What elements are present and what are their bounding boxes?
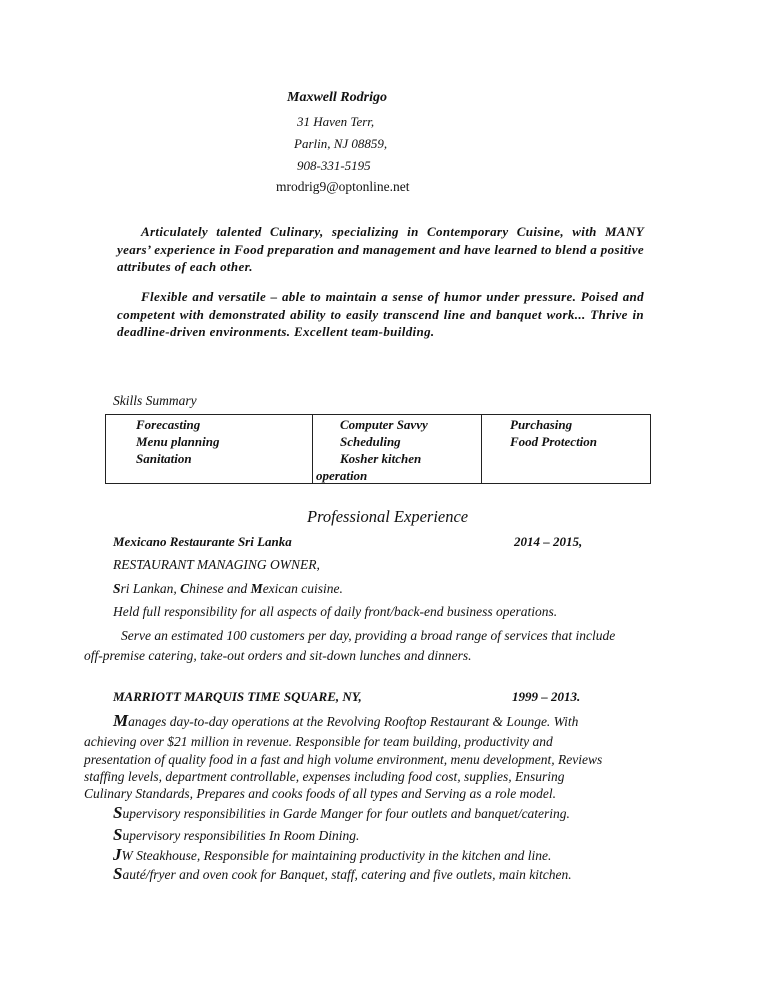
job1-title: RESTAURANT MANAGING OWNER, xyxy=(113,557,320,572)
skill-item: Purchasing xyxy=(510,417,573,432)
cuisine-initial: M xyxy=(250,581,263,596)
cuisine-initial: C xyxy=(180,581,190,596)
job1-employer: Mexicano Restaurante Sri Lanka xyxy=(113,534,292,549)
cuisine-text: ri Lankan, xyxy=(120,581,181,596)
job2-bullet xyxy=(113,803,570,823)
contact-name: Maxwell Rodrigo xyxy=(287,90,387,105)
summary-section xyxy=(117,223,644,276)
summary-section-2 xyxy=(117,288,644,341)
skill-item: Food Protection xyxy=(510,434,598,449)
job2-para-text: anages day-to-day operations at the Revolving Rooftop Restaurant & Lounge. With xyxy=(128,714,579,729)
skill-item: Sanitation xyxy=(136,451,192,466)
job2-para-line-5: Culinary Standards, Prepares and cooks foods of all types and Serving as a role model. xyxy=(84,786,556,801)
job1-line-1: Held full responsibility for all aspects of daily front/back-end business operations. xyxy=(113,604,558,619)
summary-paragraph-1: Articulately talented Culinary, specializing in Contemporary Cuisine, with MANY years’ experience in Food preparation and management and have learned to blend a positive attributes of each other. xyxy=(117,224,644,274)
job1-dates: 2014 – 2015, xyxy=(514,534,583,549)
bullet-text: upervisory responsibilities In Room Dining. xyxy=(122,828,360,843)
bullet-text: upervisory responsibilities in Garde Manger for four outlets and banquet/catering. xyxy=(122,806,570,821)
contact-email[interactable]: mrodrig9@optonline.net xyxy=(276,179,410,194)
bullet-initial: S xyxy=(113,825,123,844)
bullet-text: auté/fryer and oven cook for Banquet, staff, catering and five outlets, main kitchen. xyxy=(122,867,572,882)
summary-paragraph-2: Flexible and versatile – able to maintain a sense of humor under pressure. Poised and competent with demonstrated ability to easily transcend line and banquet work... Thrive in deadline-driven environments. Excellent team-building. xyxy=(117,289,644,339)
job1-cuisine xyxy=(113,581,343,597)
cuisine-text: hinese and xyxy=(189,581,251,596)
job2-para-line-1 xyxy=(113,711,578,731)
bullet-text: W Steakhouse, Responsible for maintaining productivity in the kitchen and line. xyxy=(121,848,552,863)
drop-initial: M xyxy=(113,711,129,730)
job2-bullet xyxy=(113,845,551,865)
contact-city: Parlin, NJ 08859, xyxy=(294,136,388,151)
skills-divider-1 xyxy=(312,415,313,483)
skills-table xyxy=(105,414,651,484)
skill-item: Scheduling xyxy=(340,434,401,449)
job2-bullet xyxy=(113,825,359,845)
job1-line-2: Serve an estimated 100 customers per day, providing a broad range of services that include xyxy=(121,628,616,643)
job2-para-line-2: achieving over $21 million in revenue. Responsible for team building, productivity and xyxy=(84,734,553,749)
experience-heading: Professional Experience xyxy=(307,507,469,526)
job2-employer: MARRIOTT MARQUIS TIME SQUARE, NY, xyxy=(113,689,362,704)
job1-line-3: off-premise catering, take-out orders and sit-down lunches and dinners. xyxy=(84,648,472,663)
bullet-initial: J xyxy=(113,845,122,864)
job2-para-line-3: presentation of quality food in a fast and high volume environment, menu development, Reviews xyxy=(84,752,603,767)
job2-dates: 1999 – 2013. xyxy=(512,689,581,704)
bullet-initial: S xyxy=(113,803,123,822)
cuisine-initial: S xyxy=(113,581,121,596)
contact-phone: 908-331-5195 xyxy=(297,158,371,173)
skill-item-wrap: operation xyxy=(316,468,368,483)
skill-item: Computer Savvy xyxy=(340,417,428,432)
skills-divider-2 xyxy=(481,415,482,483)
bullet-initial: S xyxy=(113,864,123,883)
cuisine-text: exican cuisine. xyxy=(262,581,343,596)
skill-item: Kosher kitchen xyxy=(340,451,422,466)
contact-street: 31 Haven Terr, xyxy=(297,114,375,129)
job2-bullet xyxy=(113,864,572,884)
skill-item: Menu planning xyxy=(136,434,220,449)
skill-item: Forecasting xyxy=(136,417,201,432)
job2-para-line-4: staffing levels, department controllable, expenses including food cost, supplies, Ensuring xyxy=(84,769,565,784)
skills-heading: Skills Summary xyxy=(113,393,197,408)
